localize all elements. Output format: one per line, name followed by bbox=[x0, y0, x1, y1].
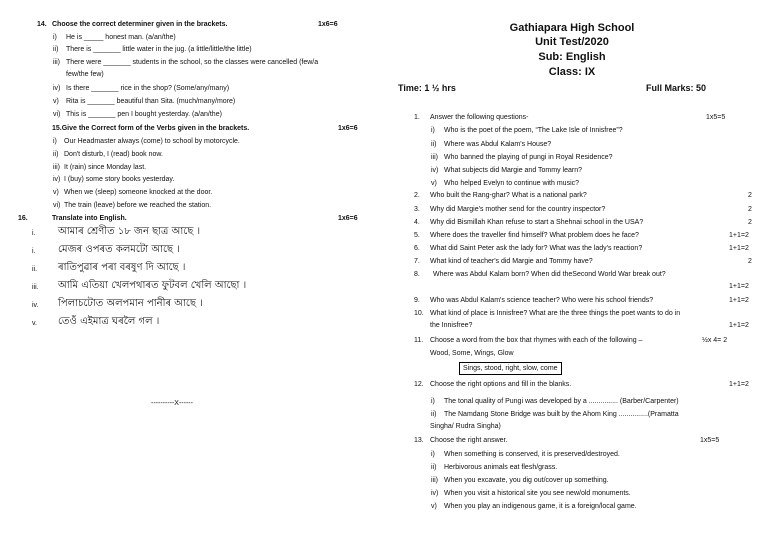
q14-item-text: Rita is _______ beautiful than Sita. (much/many/more) bbox=[66, 98, 236, 105]
time-allowed: Time: 1 ½ hrs bbox=[398, 83, 456, 93]
class-label: Class: IX bbox=[548, 66, 596, 78]
q16-number: 16. bbox=[18, 215, 28, 222]
q14-item-text: Is there _______ rice in the shop? (Some/any/many) bbox=[66, 85, 230, 92]
q14-item-text: There is _______ little water in the jug. (a little/little/the little) bbox=[66, 46, 252, 53]
q12-item-num: ii) bbox=[431, 411, 437, 418]
q13-item-text: When you play an indigenous game, it is a foreign/local game. bbox=[444, 503, 637, 510]
q1-item-num: v) bbox=[431, 180, 437, 187]
q16-item-num: v. bbox=[32, 320, 37, 327]
q13-item-num: iii) bbox=[431, 477, 438, 484]
q14-item-num: vi) bbox=[53, 111, 61, 118]
question-marks: 2 bbox=[748, 258, 752, 265]
q16-item-num: i. bbox=[32, 248, 36, 255]
q13-item-text: Herbivorous animals eat flesh/grass. bbox=[444, 464, 558, 471]
q14-number: 14. bbox=[37, 21, 47, 28]
q13-item-num: i) bbox=[431, 451, 435, 458]
q10-text-cont: the Innisfree? bbox=[430, 322, 473, 329]
q11-words: Wood, Some, Wings, Glow bbox=[430, 350, 514, 357]
q13-item-text: When you visit a historical site you see new/old monuments. bbox=[444, 490, 631, 497]
q16-item-num: ii. bbox=[32, 266, 38, 273]
q1-item-num: i) bbox=[431, 127, 435, 134]
q15-item-text: Our Headmaster always (come) to school by motorcycle. bbox=[64, 138, 240, 145]
question-text: Who built the Rang-ghar? What is a national park? bbox=[430, 192, 587, 199]
q15-item-num: ii) bbox=[53, 151, 59, 158]
question-number: 2. bbox=[414, 192, 420, 199]
q15-title: 15.Give the Correct form of the Verbs given in the brackets. bbox=[52, 125, 250, 132]
q15-item-num: vi) bbox=[53, 202, 61, 209]
subject: Sub: English bbox=[538, 51, 606, 63]
q13-item-num: ii) bbox=[431, 464, 437, 471]
q16-item-text: পিলাচটোত অলপমান পানীৰ আছে । bbox=[58, 298, 203, 309]
q8-number: 8. bbox=[414, 271, 420, 278]
q14-item-num: i) bbox=[53, 34, 57, 41]
q14-item-text: few/the few) bbox=[66, 71, 104, 78]
q1-item-num: iii) bbox=[431, 154, 438, 161]
q13-number: 13. bbox=[414, 437, 424, 444]
q1-marks: 1x5=5 bbox=[706, 114, 726, 121]
q1-number: 1. bbox=[414, 114, 420, 121]
q15-item-text: I (buy) some story books yesterday. bbox=[64, 176, 175, 183]
q11-text: Choose a word from the box that rhymes with each of the following – bbox=[430, 337, 643, 344]
q8-marks: 1+1=2 bbox=[729, 283, 749, 290]
question-marks: 1+1=2 bbox=[729, 232, 749, 239]
q14-item-num: v) bbox=[53, 98, 59, 105]
q9-number: 9. bbox=[414, 297, 420, 304]
question-text: What kind of teacher's did Margie and Tommy have? bbox=[430, 258, 593, 265]
q12-number: 12. bbox=[414, 381, 424, 388]
q13-item-text: When you excavate, you dig out/cover up something. bbox=[444, 477, 609, 484]
question-text: What did Saint Peter ask the lady for? What was the lady's reaction? bbox=[430, 245, 643, 252]
q16-item-text: আমি এতিয়া খেলপথাৰত ফুটবল খেলি আছো । bbox=[58, 280, 247, 291]
q15-item-text: When we (sleep) someone knocked at the door. bbox=[64, 189, 213, 196]
q15-item-text: It (rain) since Monday last. bbox=[64, 164, 147, 171]
q15-item-num: v) bbox=[53, 189, 59, 196]
question-text: Why did Bismillah Khan refuse to start a Shehnai school in the USA? bbox=[430, 219, 644, 226]
q12-item-text: Singha/ Rudra Singha) bbox=[430, 423, 501, 430]
q14-item-num: ii) bbox=[53, 46, 59, 53]
q16-item-text: আমাৰ শ্ৰেণীত ১৮ জন ছাত্ৰ আছে । bbox=[58, 226, 201, 237]
q16-marks: 1x6=6 bbox=[338, 215, 358, 222]
end-mark: ----------X------ bbox=[151, 400, 193, 407]
q13-item-num: iv) bbox=[431, 490, 439, 497]
q9-text: Who was Abdul Kalam's science teacher? Who were his school friends? bbox=[430, 297, 654, 304]
question-number: 3. bbox=[414, 206, 420, 213]
question-marks: 2 bbox=[748, 192, 752, 199]
q14-item-text: There were _______ students in the school, so the classes were cancelled (few/a bbox=[66, 59, 319, 66]
q16-item-text: ৰাতিপুৱাৰ পৰা বৰষুণ দি আছে । bbox=[58, 262, 186, 273]
q13-marks: 1x5=5 bbox=[700, 437, 720, 444]
q8-text: Where was Abdul Kalam born? When did theSecond World War break out? bbox=[433, 271, 666, 278]
q16-item-text: তেওঁ এইমাত্ৰ ঘৰলৈ গল । bbox=[58, 316, 160, 327]
q13-text: Choose the right answer. bbox=[430, 437, 508, 444]
q16-item-num: i. bbox=[32, 230, 36, 237]
q1-item-text: Where was Abdul Kalam's House? bbox=[444, 141, 552, 148]
q10-text: What kind of place is Innisfree? What are the three things the poet wants to do in bbox=[430, 310, 681, 317]
q16-title: Translate into English. bbox=[52, 215, 127, 222]
q12-item-text: The tonal quality of Pungi was developed by a ............... (Barber/Carpenter) bbox=[444, 398, 679, 405]
q1-item-text: Who helped Evelyn to continue with music? bbox=[444, 180, 580, 187]
question-text: Why did Margie's mother send for the country inspector? bbox=[430, 206, 606, 213]
school-name: Gathiapara High School bbox=[509, 22, 635, 34]
question-number: 4. bbox=[414, 219, 420, 226]
q16-item-text: মেজৰ ওপৰত কলমটো আছে । bbox=[58, 244, 180, 255]
question-number: 6. bbox=[414, 245, 420, 252]
q15-item-num: i) bbox=[53, 138, 57, 145]
question-text: Where does the traveller find himself? What problem does he face? bbox=[430, 232, 639, 239]
q14-marks: 1x6=6 bbox=[318, 21, 338, 28]
q1-item-text: Who is the poet of the poem, “The Lake Isle of Innisfree”? bbox=[444, 127, 623, 134]
q15-item-text: The train (leave) before we reached the station. bbox=[64, 202, 212, 209]
q11-marks: ½x 4= 2 bbox=[702, 337, 728, 344]
q15-marks: 1x6=6 bbox=[338, 125, 358, 132]
exam-title: Unit Test/2020 bbox=[535, 36, 609, 48]
q13-item-text: When something is conserved, it is preserved/destroyed. bbox=[444, 451, 620, 458]
question-number: 5. bbox=[414, 232, 420, 239]
q14-item-text: This is _______ pen I bought yesterday. (a/an/the) bbox=[66, 111, 222, 118]
q14-title: Choose the correct determiner given in the brackets. bbox=[52, 21, 228, 28]
q1-title: Answer the following questions- bbox=[430, 114, 529, 121]
q12-item-num: i) bbox=[431, 398, 435, 405]
q14-item-text: He is _____ honest man. (a/an/the) bbox=[66, 34, 176, 41]
q12-text: Choose the right options and fill in the blanks. bbox=[430, 381, 572, 388]
q10-number: 10. bbox=[414, 310, 424, 317]
question-marks: 1+1=2 bbox=[729, 245, 749, 252]
q12-marks: 1+1=2 bbox=[729, 381, 749, 388]
q15-item-num: iv) bbox=[53, 176, 61, 183]
q1-item-text: What subjects did Margie and Tommy learn? bbox=[444, 167, 582, 174]
q1-item-num: iv) bbox=[431, 167, 439, 174]
q13-item-num: v) bbox=[431, 503, 437, 510]
q16-item-num: iv. bbox=[32, 302, 39, 309]
q9-marks: 1+1=2 bbox=[729, 297, 749, 304]
question-marks: 2 bbox=[748, 206, 752, 213]
q1-item-text: Who banned the playing of pungi in Royal Residence? bbox=[444, 154, 613, 161]
q11-word-box: Sings, stood, right, slow, come bbox=[459, 362, 562, 375]
q10-marks: 1+1=2 bbox=[729, 322, 749, 329]
q14-item-num: iii) bbox=[53, 59, 60, 66]
q11-number: 11. bbox=[414, 337, 424, 344]
q16-item-num: iii. bbox=[32, 284, 39, 291]
q14-item-num: iv) bbox=[53, 85, 61, 92]
q12-item-text: The Namdang Stone Bridge was built by the Ahom King ...............(Pramatta bbox=[444, 411, 679, 418]
full-marks: Full Marks: 50 bbox=[646, 83, 707, 93]
q15-item-text: Don't disturb, I (read) book now. bbox=[64, 151, 163, 158]
question-number: 7. bbox=[414, 258, 420, 265]
q1-item-num: ii) bbox=[431, 141, 437, 148]
question-marks: 2 bbox=[748, 219, 752, 226]
q15-item-num: iii) bbox=[53, 164, 60, 171]
